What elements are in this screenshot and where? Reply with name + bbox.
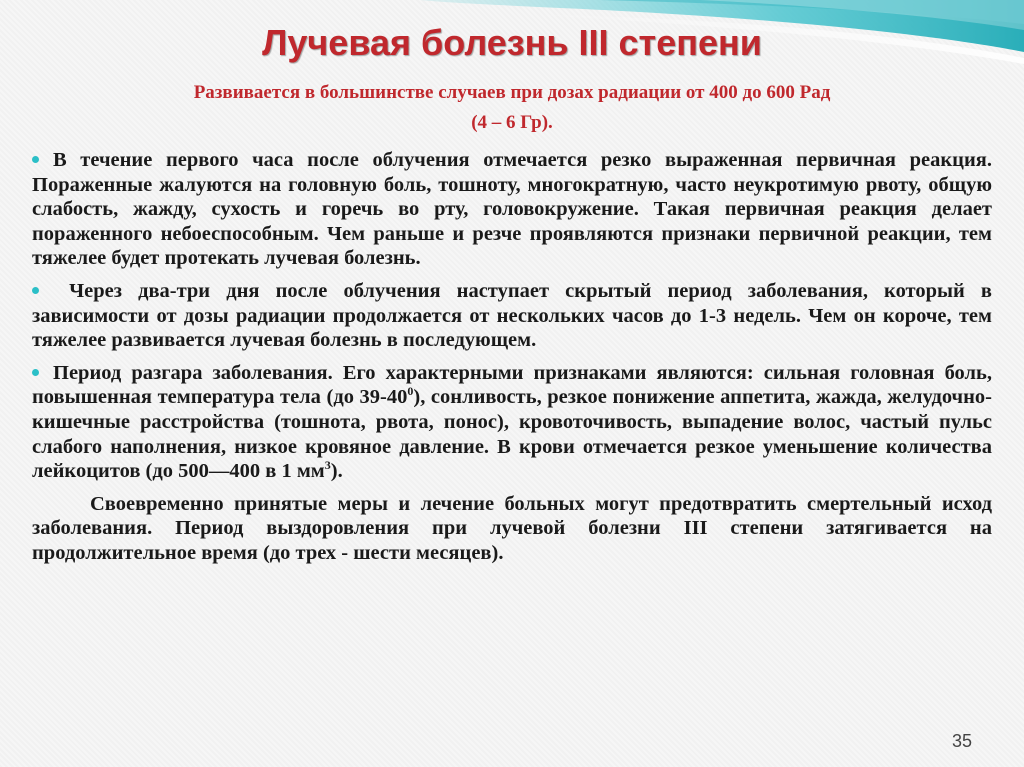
paragraph-text: В течение первого часа после облучения отмечается резко выраженная первичная реакция. Пораженные жалуются на головную боль, тошноту, многократную, часто неукротимую рвоту, общую слабость, жажду, сухость и горечь во рту, головокружение. Такая первичная реакция делает пораженного небоеспособным. Чем раньше и резче проявляются признаки первичной реакции, тем тяжелее будет протекать лучевая болезнь.: [32, 149, 992, 270]
paragraph-text: ), сонливость, резкое понижение аппетита, жажда, желудочно-кишечные расстройства (тошнота, рвота, понос), кровоточивость, выпадение волос, частый пульс слабого наполнения, низкое кровяное давление. В крови отмечается резкое уменьшение количества лейкоцитов (до 500—400 в 1 мм: [32, 386, 992, 483]
bullet-icon: [32, 156, 39, 163]
paragraph-text: ).: [330, 460, 343, 483]
subtitle: [40, 78, 984, 138]
bullet-icon: [32, 287, 39, 294]
bullet-icon: [32, 369, 39, 376]
superscript-cubic: 3: [324, 458, 331, 473]
subtitle-line-1: Развивается в большинстве случаев при дозах радиации от 400 до 600 Рад: [193, 82, 831, 103]
slide-body: [32, 148, 992, 574]
paragraph-peak-period: [32, 361, 992, 484]
paragraph-primary-reaction: [32, 148, 992, 271]
subtitle-line-2: (4 – 6 Гр).: [471, 112, 553, 133]
paragraph-text: Через два-три дня после облучения наступает скрытый период заболевания, который в зависимости от дозы радиации продолжается от нескольких часов до 1-3 недель. Чем он короче, тем тяжелее развивается лучевая болезнь в последующем.: [32, 279, 992, 352]
paragraph-recovery: [32, 492, 992, 566]
superscript-degree: 0: [407, 384, 414, 399]
paragraph-text: Своевременно принятые меры и лечение больных могут предотвратить смертельный исход заболевания. Период выздоровления при лучевой болезни III степени затягивается на продолжительное время (до трех - шести месяцев).: [32, 492, 992, 564]
slide-title: Лучевая болезнь III степени: [262, 22, 762, 63]
page-number: 35: [951, 731, 972, 751]
paragraph-latent-period: [32, 279, 992, 353]
paragraph-text: Период разгара заболевания. Его характерными признаками являются: сильная головная боль, повышенная температура тела (до 39-40: [32, 361, 992, 409]
